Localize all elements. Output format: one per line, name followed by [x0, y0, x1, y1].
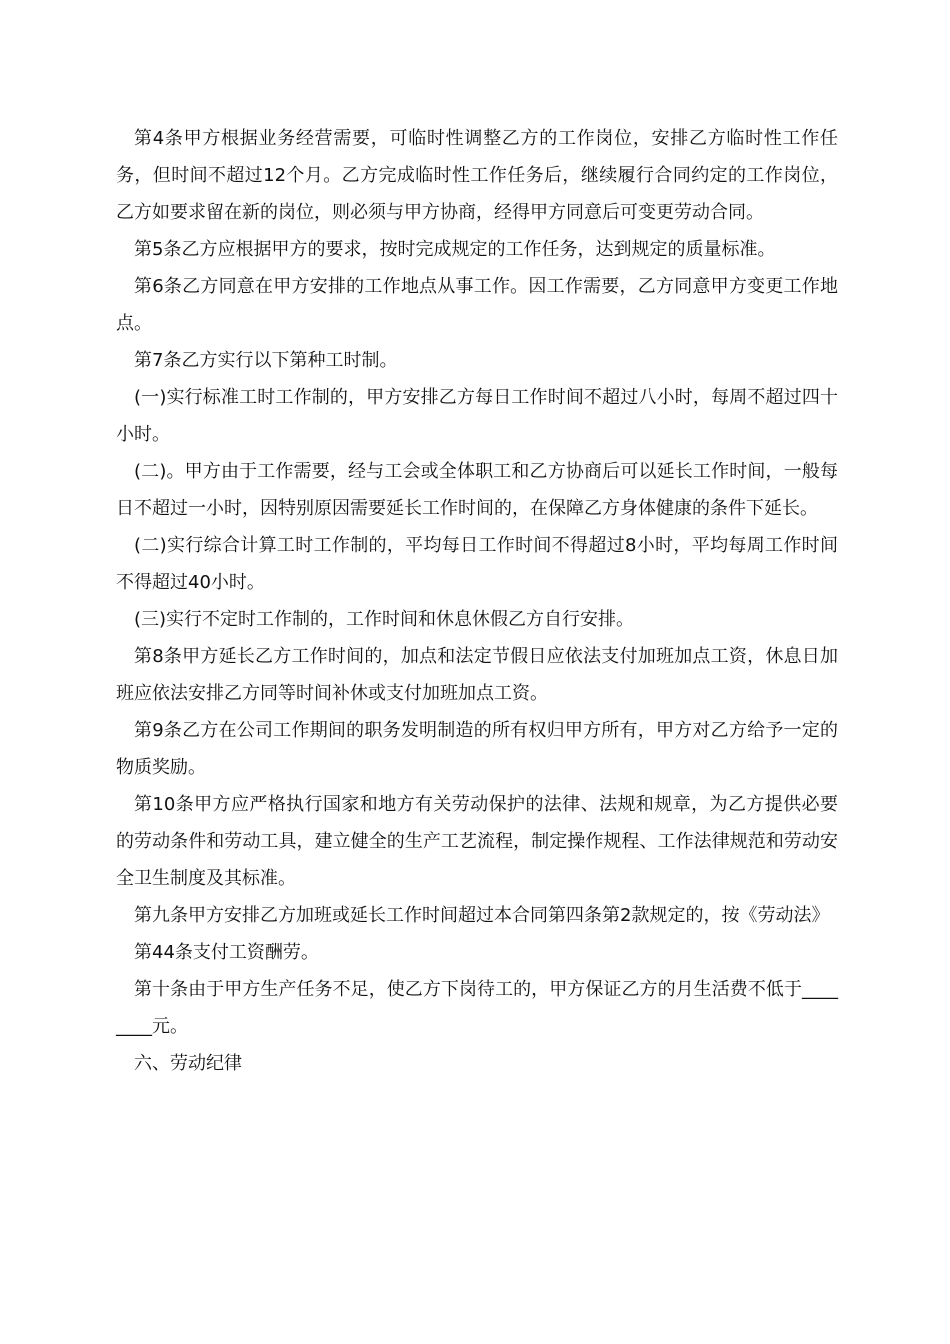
paragraph-article-10: 第10条甲方应严格执行国家和地方有关劳动保护的法律、法规和规章，为乙方提供必要的劳动条件和劳动工具，建立健全的生产工艺流程，制定操作规程、工作法律规范和劳动安全卫生制度及其标准。: [116, 794, 838, 889]
paragraph-article-44: 第44条支付工资酬劳。: [134, 942, 319, 963]
document-page: [116, 120, 838, 1082]
paragraph-item-1: (一)实行标准工时工作制的，甲方安排乙方每日工作时间不超过八小时，每周不超过四十小时。: [116, 387, 838, 445]
paragraph-article-nine: 第九条甲方安排乙方加班或延长工作时间超过本合同第四条第2款规定的，按《劳动法》: [134, 905, 830, 926]
paragraph-item-2b: (二)实行综合计算工时工作制的，平均每日工作时间不得超过8小时，平均每周工作时间不得超过40小时。: [116, 535, 838, 593]
paragraph-article-4: 第4条甲方根据业务经营需要，可临时性调整乙方的工作岗位，安排乙方临时性工作任务，但时间不超过12个月。乙方完成临时性工作任务后，继续履行合同约定的工作岗位，乙方如要求留在新的岗位，则必须与甲方协商，经得甲方同意后可变更劳动合同。: [116, 128, 838, 223]
paragraph-article-7: 第7条乙方实行以下第种工时制。: [134, 350, 398, 371]
section-heading-labor-discipline: 六、劳动纪律: [134, 1053, 242, 1074]
paragraph-article-5: 第5条乙方应根据甲方的要求，按时完成规定的工作任务，达到规定的质量标准。: [134, 239, 776, 260]
paragraph-article-9: 第9条乙方在公司工作期间的职务发明制造的所有权归甲方所有，甲方对乙方给予一定的物质奖励。: [116, 720, 838, 778]
paragraph-article-6: 第6条乙方同意在甲方安排的工作地点从事工作。因工作需要，乙方同意甲方变更工作地点。: [116, 276, 838, 334]
paragraph-article-ten: 第十条由于甲方生产任务不足，使乙方下岗待工的，甲方保证乙方的月生活费不低于________元。: [116, 979, 838, 1037]
paragraph-item-2a: (二)。甲方由于工作需要，经与工会或全体职工和乙方协商后可以延长工作时间，一般每日不超过一小时，因特别原因需要延长工作时间的，在保障乙方身体健康的条件下延长。: [116, 461, 838, 519]
paragraph-item-3: (三)实行不定时工作制的，工作时间和休息休假乙方自行安排。: [134, 609, 635, 630]
paragraph-article-8: 第8条甲方延长乙方工作时间的，加点和法定节假日应依法支付加班加点工资，休息日加班应依法安排乙方同等时间补休或支付加班加点工资。: [116, 646, 838, 704]
